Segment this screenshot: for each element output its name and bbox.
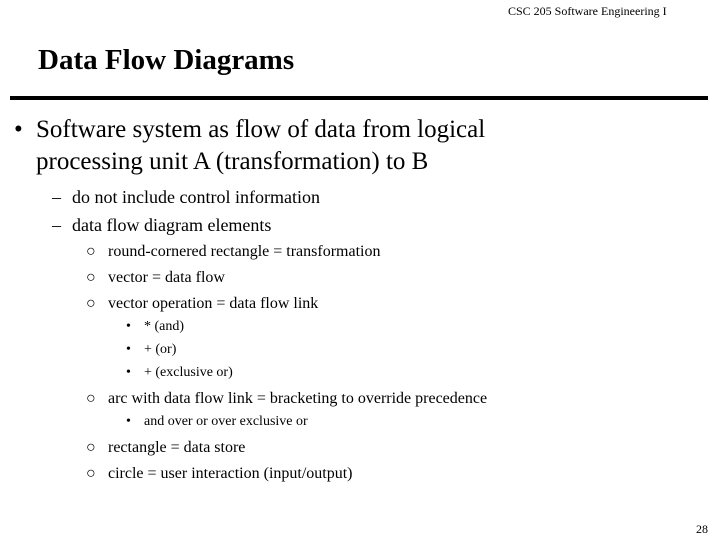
hollow-circle-icon: ○ xyxy=(86,390,96,407)
en-dash-icon: – xyxy=(52,187,61,207)
title-divider xyxy=(10,96,708,100)
bullet-dot-icon: • xyxy=(126,414,131,429)
element-text: circle = user interaction (input/output) xyxy=(108,465,353,482)
slide-title: Data Flow Diagrams xyxy=(38,44,295,76)
hollow-circle-icon: ○ xyxy=(86,439,96,456)
hollow-circle-icon: ○ xyxy=(86,269,96,286)
operator-text: + (or) xyxy=(144,342,177,357)
sub-bullet-text: data flow diagram elements xyxy=(72,215,272,235)
element-text: rectangle = data store xyxy=(108,439,246,456)
element-text: round-cornered rectangle = transformation xyxy=(108,243,381,260)
course-header: CSC 205 Software Engineering I xyxy=(508,4,667,18)
operator-text: + (exclusive or) xyxy=(144,365,233,380)
hollow-circle-icon: ○ xyxy=(86,243,96,260)
en-dash-icon: – xyxy=(52,215,61,235)
bullet-software-system-continuation xyxy=(36,146,428,178)
bullet-text-line-2: processing unit A (transformation) to B xyxy=(36,148,429,175)
hollow-circle-icon: ○ xyxy=(86,465,96,482)
operator-text: * (and) xyxy=(144,319,185,334)
bullet-text-line-1: Software system as flow of data from logical xyxy=(36,116,486,143)
bullet-dot-icon: • xyxy=(14,116,23,143)
page-number: 28 xyxy=(696,522,708,536)
bullet-dot-icon: • xyxy=(126,342,131,357)
element-text: vector operation = data flow link xyxy=(108,295,319,312)
bullet-dot-icon: • xyxy=(126,365,131,380)
sub-bullet-text: do not include control information xyxy=(72,187,320,207)
precedence-text: and over or over exclusive or xyxy=(144,414,308,429)
element-text: arc with data flow link = bracketing to override precedence xyxy=(108,390,488,407)
element-text: vector = data flow xyxy=(108,269,225,286)
hollow-circle-icon: ○ xyxy=(86,295,96,312)
bullet-dot-icon: • xyxy=(126,319,131,334)
